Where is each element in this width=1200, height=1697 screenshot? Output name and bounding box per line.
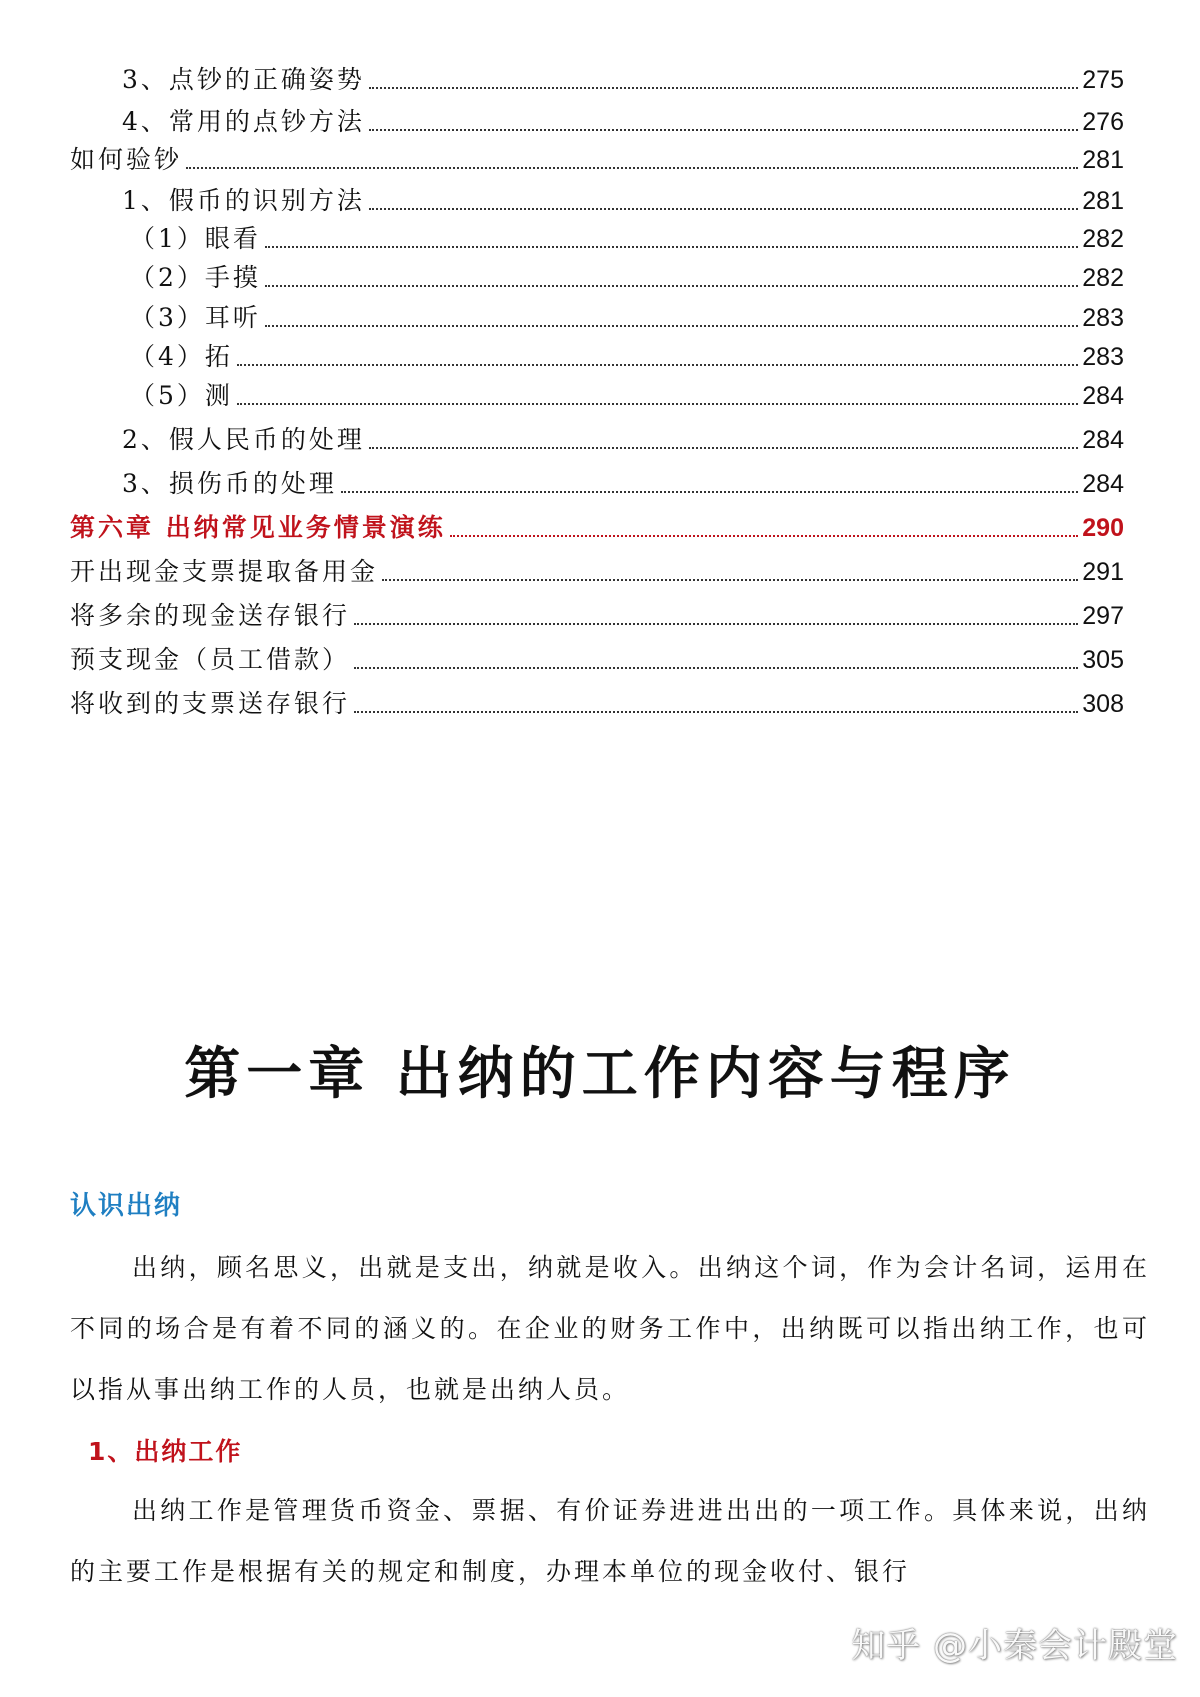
toc-entry-label: （4）拓: [130, 342, 233, 371]
toc-leader-dots: [237, 363, 1078, 366]
toc-entry-label: 预支现金（员工借款）: [70, 645, 351, 674]
toc-entry[interactable]: [122, 181, 1124, 221]
body-paragraph: 出纳，顾名思义，出就是支出，纳就是收入。出纳这个词，作为会计名词，运用在不同的场合是有着不同的涵义的。在企业的财务工作中，出纳既可以指出纳工作，也可以指从事出纳工作的人员，也就是出纳人员。: [70, 1253, 1150, 1404]
toc-entry-label: 3、点钞的正确姿势: [122, 65, 365, 94]
toc-entry-page: 308: [1082, 690, 1124, 718]
toc-entry[interactable]: [122, 60, 1124, 100]
toc-entry-label: （5）测: [130, 381, 233, 410]
toc-leader-dots: [369, 86, 1078, 89]
toc-leader-dots: [450, 534, 1079, 537]
toc-entry-label: 如何验钞: [70, 145, 183, 174]
toc-entry[interactable]: [70, 596, 1124, 636]
toc-entry[interactable]: [130, 376, 1124, 416]
toc-entry[interactable]: [70, 140, 1124, 180]
toc-entry-page: 283: [1082, 304, 1124, 332]
toc-entry-label: （1）眼看: [130, 224, 261, 253]
toc-chapter-entry[interactable]: [70, 508, 1124, 548]
toc-entry[interactable]: [122, 464, 1124, 504]
toc-entry-page: 281: [1082, 146, 1124, 174]
toc-entry[interactable]: [130, 219, 1124, 259]
toc-leader-dots: [369, 128, 1078, 131]
toc-entry-page: 291: [1082, 558, 1124, 586]
toc-entry-label: 1、假币的识别方法: [122, 186, 365, 215]
chapter-title: 第一章 出纳的工作内容与程序: [184, 1042, 1016, 1107]
toc-leader-dots: [265, 245, 1078, 248]
toc-entry[interactable]: [70, 552, 1124, 592]
subsection-title: 1、出纳工作: [88, 1437, 243, 1466]
toc-entry-page: 281: [1082, 187, 1124, 215]
toc-entry-label: 开出现金支票提取备用金: [70, 557, 379, 586]
toc-leader-dots: [341, 490, 1078, 493]
section-title: 认识出纳: [70, 1191, 183, 1221]
toc-leader-dots: [369, 207, 1078, 210]
toc-entry[interactable]: [130, 337, 1124, 377]
toc-leader-dots: [382, 578, 1078, 581]
toc-entry-page: 282: [1082, 264, 1124, 292]
toc-entry-page: 282: [1082, 225, 1124, 253]
toc-leader-dots: [369, 446, 1078, 449]
toc-leader-dots: [186, 166, 1078, 169]
toc-leader-dots: [354, 666, 1078, 669]
toc-entry-page: 284: [1082, 426, 1124, 454]
toc-entry[interactable]: [130, 258, 1124, 298]
toc-entry-label: （3）耳听: [130, 303, 261, 332]
toc-entry-label: （2）手摸: [130, 263, 261, 292]
toc-leader-dots: [354, 622, 1078, 625]
toc-entry[interactable]: [70, 640, 1124, 680]
toc-entry-page: 297: [1082, 602, 1124, 630]
toc-entry-label: 将多余的现金送存银行: [70, 601, 351, 630]
toc-entry-page: 305: [1082, 646, 1124, 674]
toc-entry-page: 276: [1082, 108, 1124, 136]
toc-entry-label: 第六章 出纳常见业务情景演练: [70, 513, 446, 542]
toc-leader-dots: [265, 324, 1078, 327]
toc-entry[interactable]: [122, 102, 1124, 142]
toc-entry-page: 290: [1082, 514, 1124, 542]
body-paragraph: 出纳工作是管理货币资金、票据、有价证券进进出出的一项工作。具体来说，出纳的主要工作是根据有关的规定和制度，办理本单位的现金收付、银行: [70, 1496, 1150, 1586]
toc-leader-dots: [237, 402, 1078, 405]
toc-entry-page: 284: [1082, 382, 1124, 410]
watermark: 知乎 @小秦会计殿堂: [851, 1626, 1178, 1666]
toc-entry-page: 275: [1082, 66, 1124, 94]
toc-leader-dots: [354, 710, 1078, 713]
toc-entry-label: 4、常用的点钞方法: [122, 107, 365, 136]
toc-entry[interactable]: [122, 420, 1124, 460]
toc-leader-dots: [265, 284, 1078, 287]
toc-entry-page: 283: [1082, 343, 1124, 371]
toc-entry[interactable]: [130, 298, 1124, 338]
toc-entry-label: 2、假人民币的处理: [122, 425, 365, 454]
toc-entry-page: 284: [1082, 470, 1124, 498]
toc-entry[interactable]: [70, 684, 1124, 724]
toc-entry-label: 3、损伤币的处理: [122, 469, 337, 498]
toc-entry-label: 将收到的支票送存银行: [70, 689, 351, 718]
